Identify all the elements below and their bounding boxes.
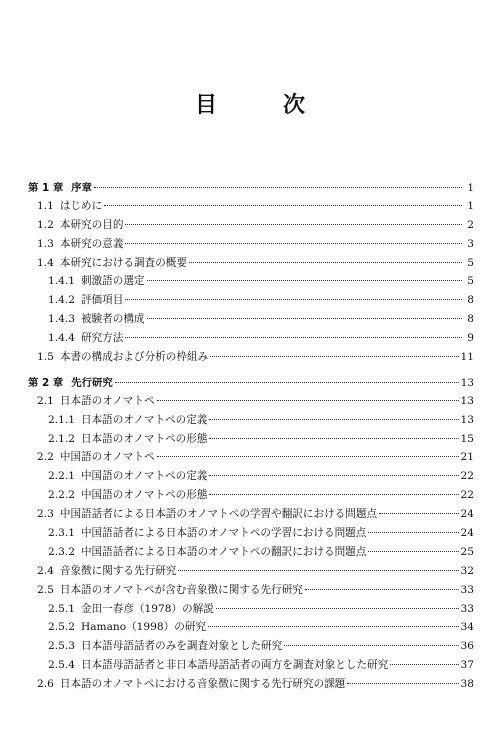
toc-page-number: 1 [467, 182, 474, 194]
table-of-contents [28, 173, 474, 695]
toc-entry-label: 日本語のオノマトペにおける音象徴に関する先行研究の課題 [59, 678, 346, 691]
toc-entry[interactable] [28, 330, 474, 349]
toc-entry[interactable] [28, 198, 474, 217]
toc-entry[interactable] [28, 601, 474, 620]
toc-dot-leader [368, 532, 458, 533]
toc-entry[interactable] [28, 273, 474, 292]
toc-page-number: 11 [460, 351, 474, 364]
toc-entry[interactable] [28, 525, 474, 544]
toc-entry[interactable] [28, 236, 474, 255]
toc-page-number: 3 [467, 237, 474, 250]
toc-entry-number: 2.5.1 [48, 602, 75, 615]
toc-chapter-entry[interactable] [28, 179, 474, 198]
toc-entry-number: 1.4.4 [48, 332, 75, 345]
page-title: 目 次 [194, 93, 327, 118]
toc-entry-number: 2.2 [37, 451, 54, 464]
toc-dot-leader [125, 224, 462, 225]
toc-page-number: 15 [460, 432, 474, 445]
toc-entry[interactable] [28, 638, 474, 657]
toc-dot-leader [125, 299, 462, 300]
toc-entry-number: 2.2.1 [48, 470, 75, 483]
toc-entry-number: 2.5.4 [48, 659, 75, 672]
toc-entry-label: 日本語のオノマトペの形態 [80, 432, 208, 445]
toc-dot-leader [208, 626, 459, 627]
toc-dot-leader [209, 419, 458, 420]
toc-entry-label: 本書の構成および分析の枠組み [59, 351, 209, 364]
toc-entry[interactable] [28, 431, 474, 450]
toc-page-number: 25 [460, 545, 474, 558]
toc-entry-label: 本研究の意義 [59, 237, 124, 250]
toc-page-number: 24 [460, 527, 474, 540]
toc-entry-number: 2.5.2 [48, 621, 75, 634]
toc-dot-leader [115, 382, 459, 383]
toc-entry[interactable] [28, 468, 474, 487]
toc-entry-number: 2.3.1 [48, 527, 75, 540]
toc-entry-label: 研究方法 [80, 332, 124, 345]
toc-dot-leader [368, 551, 458, 552]
toc-entry[interactable] [28, 582, 474, 601]
toc-entry-number: 2.5.3 [48, 640, 75, 653]
toc-entry-number: 第 2 章 [28, 376, 64, 389]
toc-entry[interactable] [28, 349, 474, 368]
toc-entry[interactable] [28, 487, 474, 506]
toc-entry-label: 評価項目 [80, 294, 124, 307]
toc-page-number: 38 [460, 678, 474, 691]
toc-entry-label: 本研究における調査の概要 [59, 256, 187, 269]
toc-dot-leader [209, 494, 458, 495]
toc-entry[interactable] [28, 217, 474, 236]
toc-entry[interactable] [28, 292, 474, 311]
toc-page-number: 36 [460, 640, 474, 653]
toc-dot-leader [379, 513, 458, 514]
toc-dot-leader [125, 243, 462, 244]
toc-entry[interactable] [28, 449, 474, 468]
toc-dot-leader [94, 187, 462, 188]
toc-entry-label: 中国語のオノマトペの定義 [80, 470, 208, 483]
toc-entry-number: 1.1 [37, 199, 54, 212]
toc-entry-label: 日本語のオノマトペ [59, 394, 155, 407]
toc-chapter-entry[interactable] [28, 374, 474, 393]
toc-entry-number: 1.4.1 [48, 275, 75, 288]
toc-page-number: 13 [460, 376, 474, 389]
toc-entry[interactable] [28, 311, 474, 330]
toc-page-number: 24 [460, 508, 474, 521]
toc-entry-label: 金田一春彦（1978）の解説 [80, 602, 214, 615]
toc-entry-label: 日本語母語話者と非日本語母語話者の両方を調査対象とした研究 [80, 659, 389, 672]
toc-dot-leader [125, 337, 462, 338]
toc-page-number: 37 [460, 659, 474, 672]
toc-page-number: 5 [467, 275, 474, 288]
toc-entry-label: 被験者の構成 [80, 313, 145, 326]
toc-page-number: 22 [460, 489, 474, 502]
toc-entry-number: 1.5 [37, 351, 54, 364]
toc-entry-label: 中国語のオノマトペの形態 [80, 489, 208, 502]
toc-entry-label: 先行研究 [71, 376, 113, 389]
toc-entry[interactable] [28, 412, 474, 431]
toc-dot-leader [178, 570, 458, 571]
toc-dot-leader [157, 400, 459, 401]
toc-page-number: 2 [467, 218, 474, 231]
toc-entry[interactable] [28, 657, 474, 676]
toc-entry-number: 第 1 章 [28, 182, 64, 194]
toc-page-number: 13 [460, 413, 474, 426]
toc-entry[interactable] [28, 676, 474, 695]
toc-entry-label: 中国語話者による日本語のオノマトペの学習や翻訳における問題点 [59, 508, 378, 521]
toc-entry-label: 日本語母語話者のみを調査対象とした研究 [80, 640, 283, 653]
toc-dot-leader [147, 318, 462, 319]
toc-dot-leader [209, 475, 458, 476]
toc-entry-number: 2.1.2 [48, 432, 75, 445]
toc-entry[interactable] [28, 563, 474, 582]
toc-dot-leader [216, 608, 459, 609]
toc-page-number: 22 [460, 470, 474, 483]
toc-entry-number: 1.4.2 [48, 294, 75, 307]
toc-entry-number: 2.2.2 [48, 489, 75, 502]
toc-entry-label: 音象徴に関する先行研究 [59, 564, 177, 577]
toc-page-number: 1 [467, 199, 474, 212]
toc-entry-label: 刺激語の選定 [80, 275, 145, 288]
toc-entry-label: Hamano（1998）の研究 [80, 621, 207, 634]
toc-entry-number: 2.3 [37, 508, 54, 521]
toc-entry-number: 2.5 [37, 583, 54, 596]
toc-dot-leader [347, 683, 458, 684]
toc-page-number: 34 [460, 621, 474, 634]
toc-entry[interactable] [28, 255, 474, 274]
toc-entry-number: 2.4 [37, 564, 54, 577]
toc-entry-number: 1.3 [37, 237, 54, 250]
toc-page-number: 32 [460, 564, 474, 577]
toc-entry-number: 2.6 [37, 678, 54, 691]
toc-page-number: 21 [460, 451, 474, 464]
toc-entry-label: 中国語のオノマトペ [59, 451, 155, 464]
toc-entry[interactable] [28, 544, 474, 563]
toc-entry-number: 1.4 [37, 256, 54, 269]
toc-dot-leader [210, 356, 458, 357]
toc-dot-leader [157, 456, 459, 457]
toc-entry-label: 日本語のオノマトペが含む音象徴に関する先行研究 [59, 583, 303, 596]
toc-entry-number: 2.3.2 [48, 545, 75, 558]
toc-page-number: 33 [460, 583, 474, 596]
toc-entry-label: 本研究の目的 [59, 218, 124, 231]
toc-entry[interactable] [28, 506, 474, 525]
toc-entry-number: 1.4.3 [48, 313, 75, 326]
toc-dot-leader [189, 262, 462, 263]
toc-page-number: 8 [467, 313, 474, 326]
toc-entry[interactable] [28, 393, 474, 412]
toc-entry-label: 序章 [71, 182, 93, 194]
toc-entry-number: 2.1 [37, 394, 54, 407]
toc-dot-leader [284, 645, 458, 646]
toc-page-number: 8 [467, 294, 474, 307]
toc-page-number: 9 [467, 332, 474, 345]
toc-dot-leader [104, 205, 462, 206]
toc-entry-number: 2.1.1 [48, 413, 75, 426]
toc-page-number: 13 [460, 394, 474, 407]
toc-entry-label: 中国語話者による日本語のオノマトペの翻訳における問題点 [80, 545, 367, 558]
toc-entry-label: 中国語話者による日本語のオノマトペの学習における問題点 [80, 527, 367, 540]
toc-dot-leader [147, 280, 462, 281]
toc-entry-number: 1.2 [37, 218, 54, 231]
toc-page-number: 33 [460, 602, 474, 615]
toc-dot-leader [209, 438, 458, 439]
toc-entry-label: 日本語のオノマトペの定義 [80, 413, 208, 426]
toc-entry[interactable] [28, 619, 474, 638]
toc-dot-leader [305, 589, 459, 590]
toc-dot-leader [390, 664, 458, 665]
toc-entry-label: はじめに [59, 199, 103, 212]
toc-page-number: 5 [467, 256, 474, 269]
